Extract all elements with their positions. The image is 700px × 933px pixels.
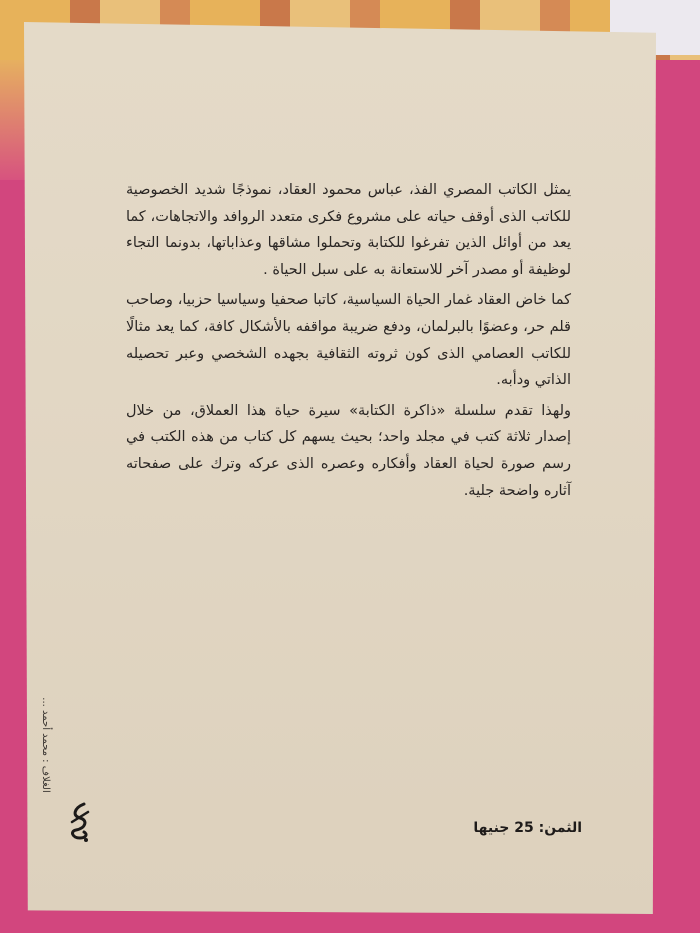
- paragraph-2: كما خاض العقاد غمار الحياة السياسية، كاتبا صحفيا وسياسيا حزبيا، وصاحب قلم حر، وعضوًا بالبرلمان، ودفع ضريبة مواقفه بالأشكال كافة، كما يعد مثالًا للكاتب العصامي الذى كون ثروته الثقافية بجهده الشخصي وعبر تحصيله الذاتي ودأبه.: [126, 292, 571, 389]
- background-fabric-edge: [0, 60, 28, 180]
- paragraph-1: يمثل الكاتب المصري الفذ، عباس محمود العقاد، نموذجًا شديد الخصوصية للكاتب الذى أوقف حياته على مشروع فكرى متعدد الروافد والاتجاهات، كما يعد من أوائل الذين تفرغوا للكتابة وتحملوا مشاقها وعذاباتها، بدونما التجاء لوظيفة أو مصدر آخر للاستعانة به على سبل الحياة .: [126, 182, 571, 278]
- signature-icon: [66, 800, 94, 844]
- paragraph-3: ولهذا تقدم سلسلة «ذاكرة الكتابة» سيرة حياة هذا العملاق، من خلال إصدار ثلاثة كتب في مجلد واحد؛ بحيث يسهم كل كتاب من هذه الكتب في رسم صورة لحياة العقاد وأفكاره وعصره الذى عركه وترك على صفحاته آثاره واضحة جلية.: [126, 402, 571, 499]
- price-label: الثمن: 25 جنيها: [473, 820, 582, 836]
- cover-credit: الغلاف : محمد أحمد ...: [40, 697, 51, 793]
- back-cover-text: [126, 177, 571, 508]
